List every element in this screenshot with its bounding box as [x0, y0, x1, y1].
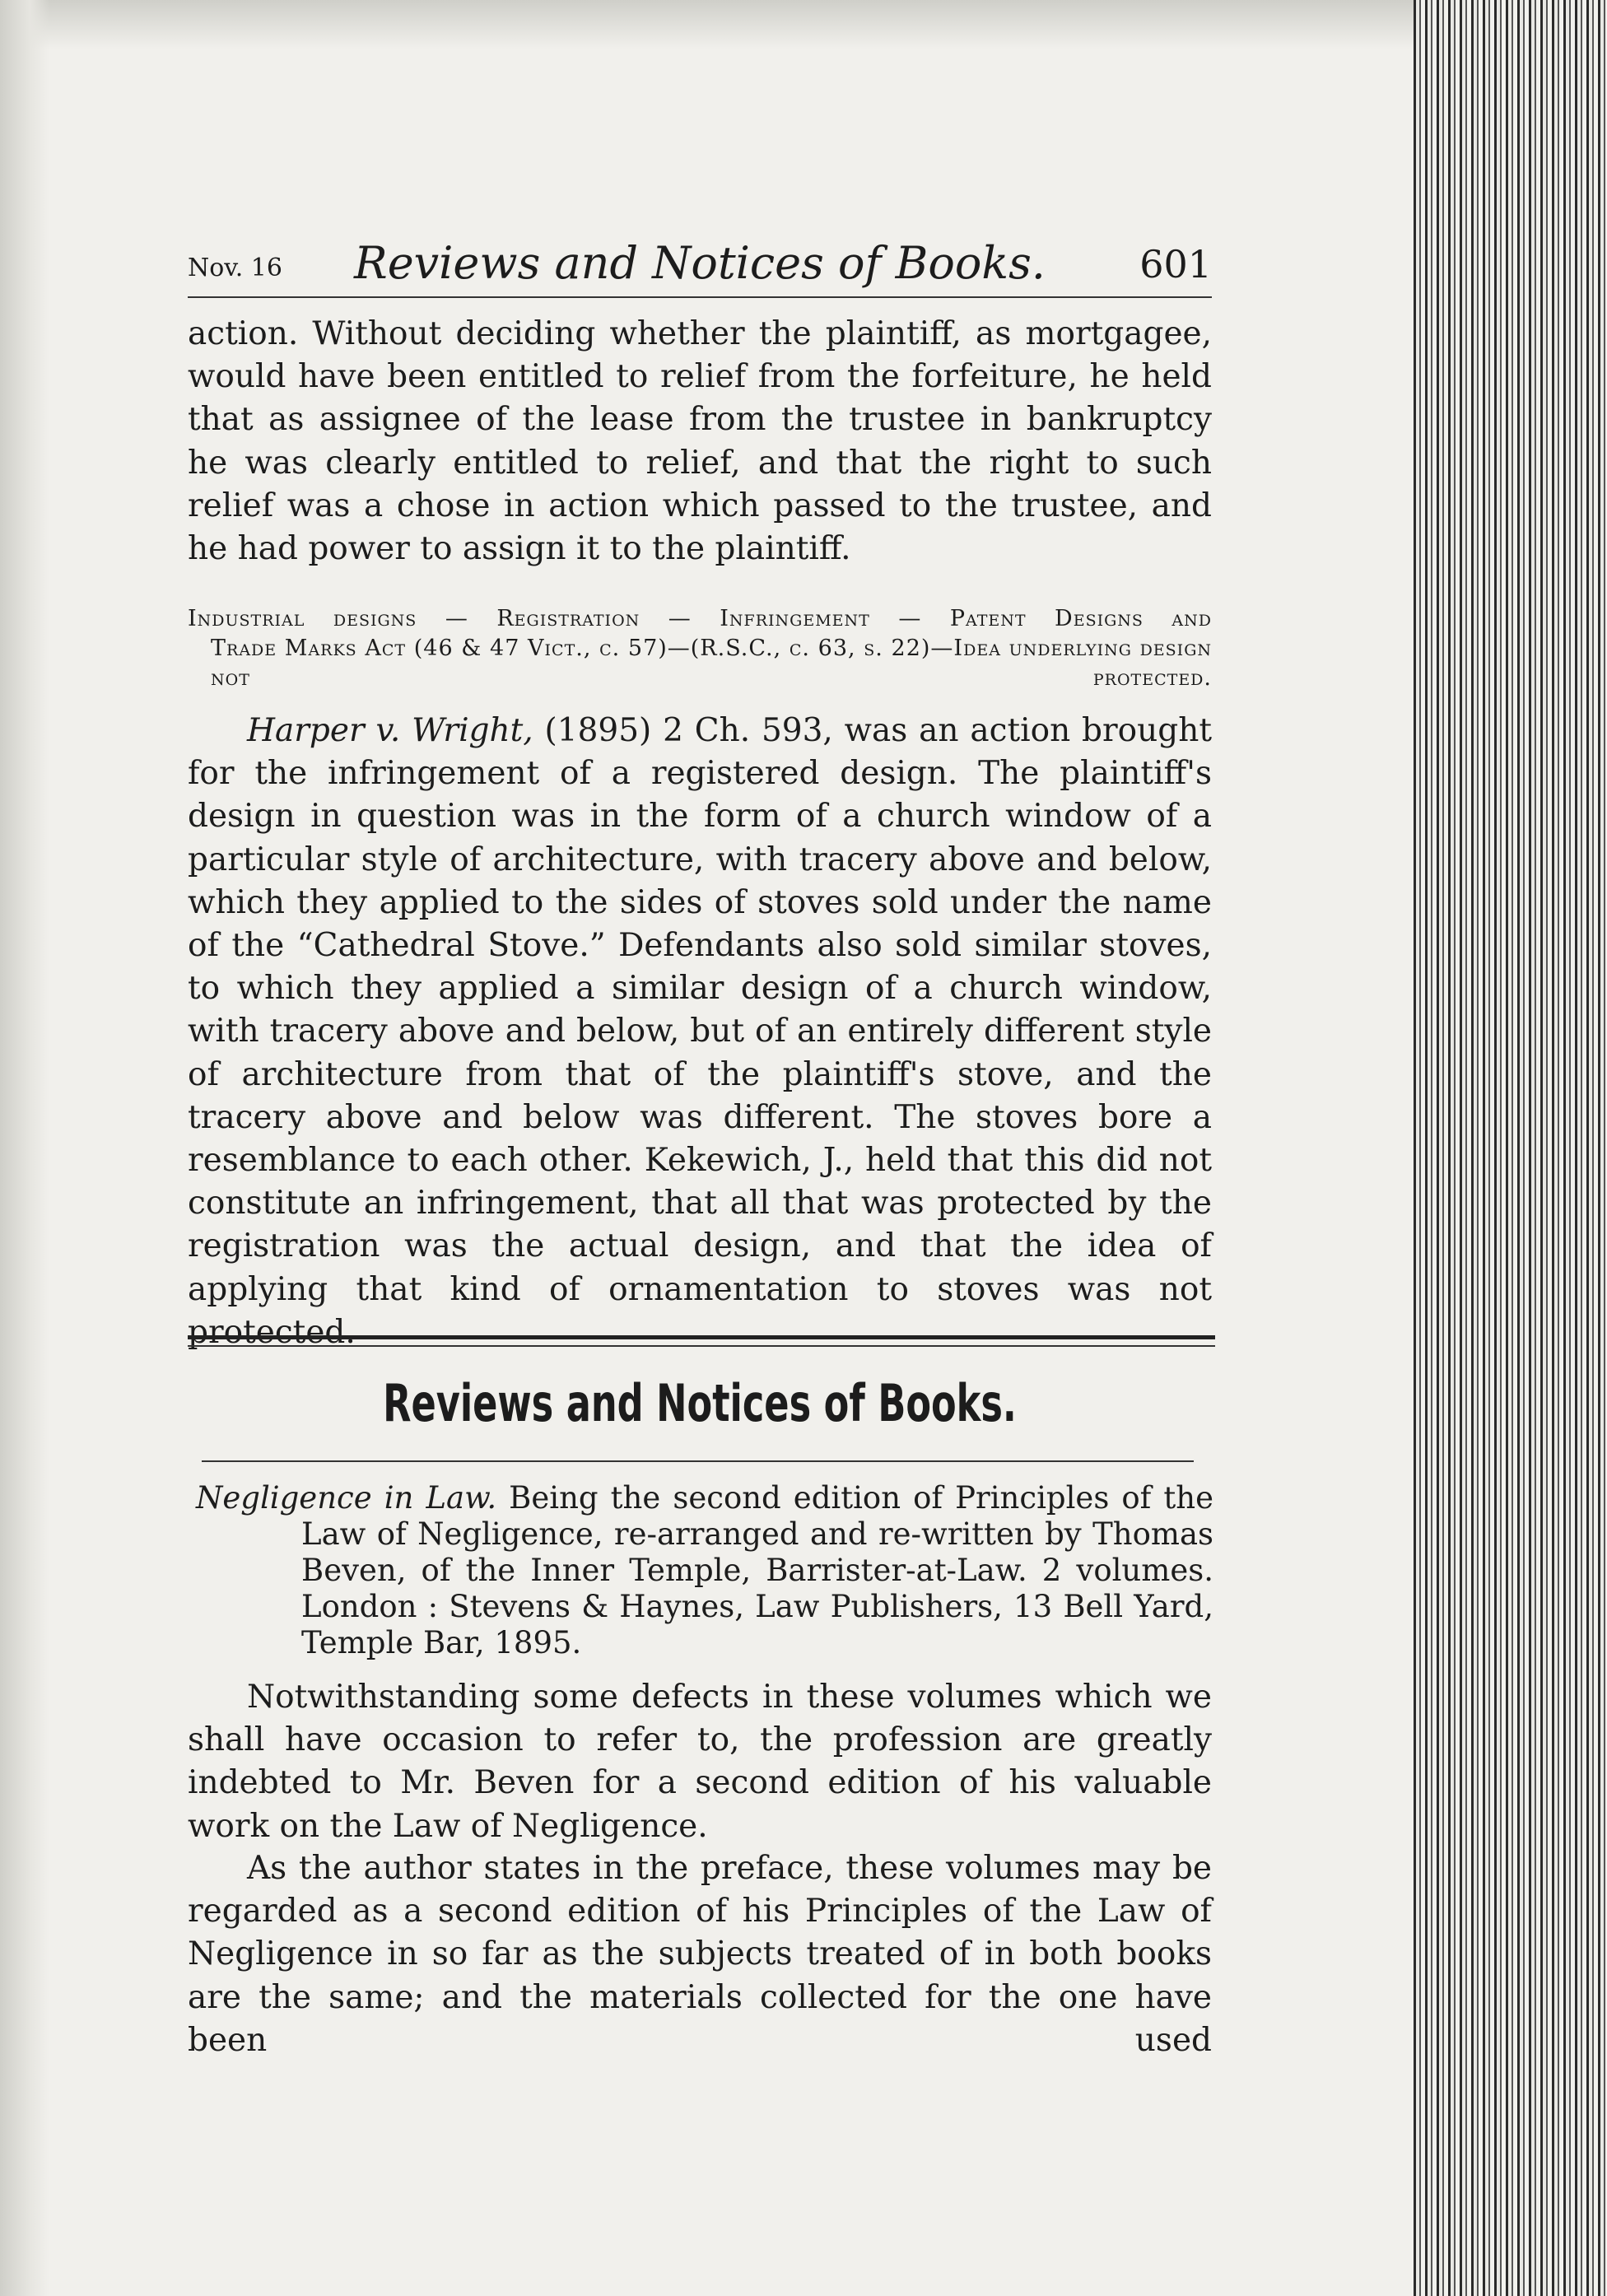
paragraph-3-text: Notwithstanding some defects in these volumes which we shall have occasion to refer to, the profession are greatly indebted to Mr. Beven for a second edition of his valuable work on the Law of Negligence.	[188, 1679, 1212, 1845]
paragraph-4	[188, 1847, 1212, 2062]
section-heading-rule	[202, 1460, 1194, 1462]
paragraph-4-text: As the author states in the preface, these volumes may be regarded as a second edition of his Principles of the Law of Negligence in so far as the subjects treated of in both books are the same; and the materials collected for the one have been used	[188, 1850, 1212, 2059]
case-heading-line-1: Industrial designs — Registration — Infringement — Patent Designs and	[188, 606, 1212, 631]
paragraph-3	[188, 1676, 1212, 1848]
book-title: Negligence in Law.	[196, 1480, 497, 1516]
paragraph-2	[188, 710, 1212, 1354]
book-entry	[196, 1480, 1213, 1661]
page-number: 601	[1139, 242, 1212, 286]
case-name: Harper v. Wright,	[247, 712, 533, 749]
section-double-rule-thin	[188, 1345, 1215, 1347]
page-top-shadow	[0, 0, 1607, 49]
running-head	[188, 229, 1212, 298]
book-details: Being the second edition of Principles of the Law of Negligence, re-arranged and re-written by Thomas Beven, of the Inner Temple, Barrister-at-Law. 2 volumes. London : Stevens & Haynes, Law Publishers, 13 Bell Yard, Temple Bar, 1895.	[301, 1480, 1214, 1660]
paragraph-2-text: (1895) 2 Ch. 593, was an action brought for the infringement of a registered design. The plaintiff's design in question was in the form of a church window of a particular style of architecture, with tracery above and below, which they applied to the sides of stoves sold under the name of the “Cathedral Stove.” Defendants also sold similar stoves, to which they applied a similar design of a church window, with tracery above and below, but of an entirely different style of architecture from that of the plaintiff's stove, and the tracery above and below was different. The stoves bore a resemblance to each other. Kekewich, J., held that this did not constitute an infringement, that all that was protected by the registration was the actual design, and that the idea of applying that kind of ornamentation to stoves was not protected.	[188, 712, 1212, 1351]
running-head-date: Nov. 16	[188, 254, 282, 282]
section-heading: Reviews and Notices of Books.	[383, 1373, 1017, 1433]
running-head-title: Reviews and Notices of Books.	[354, 237, 1046, 289]
running-head-rule	[188, 296, 1212, 298]
paragraph-1: action. Without deciding whether the plaintiff, as mortgagee, would have been entitled to relief from the forfeiture, he held that as assignee of the lease from the trustee in bankruptcy he was clearly entitled to relief, and that the right to such relief was a chose in action which passed to the trustee, and he had power to assign it to the plaintiff.	[188, 315, 1212, 568]
case-heading	[188, 604, 1212, 693]
section-double-rule-thick	[188, 1335, 1215, 1339]
case-heading-continuation: Trade Marks Act (46 & 47 Vict., c. 57)—(R.S.C., c. 63, s. 22)—Idea underlying design not protected.	[211, 636, 1212, 691]
book-page-edges	[1414, 0, 1607, 2296]
page-left-shadow	[0, 0, 49, 2296]
